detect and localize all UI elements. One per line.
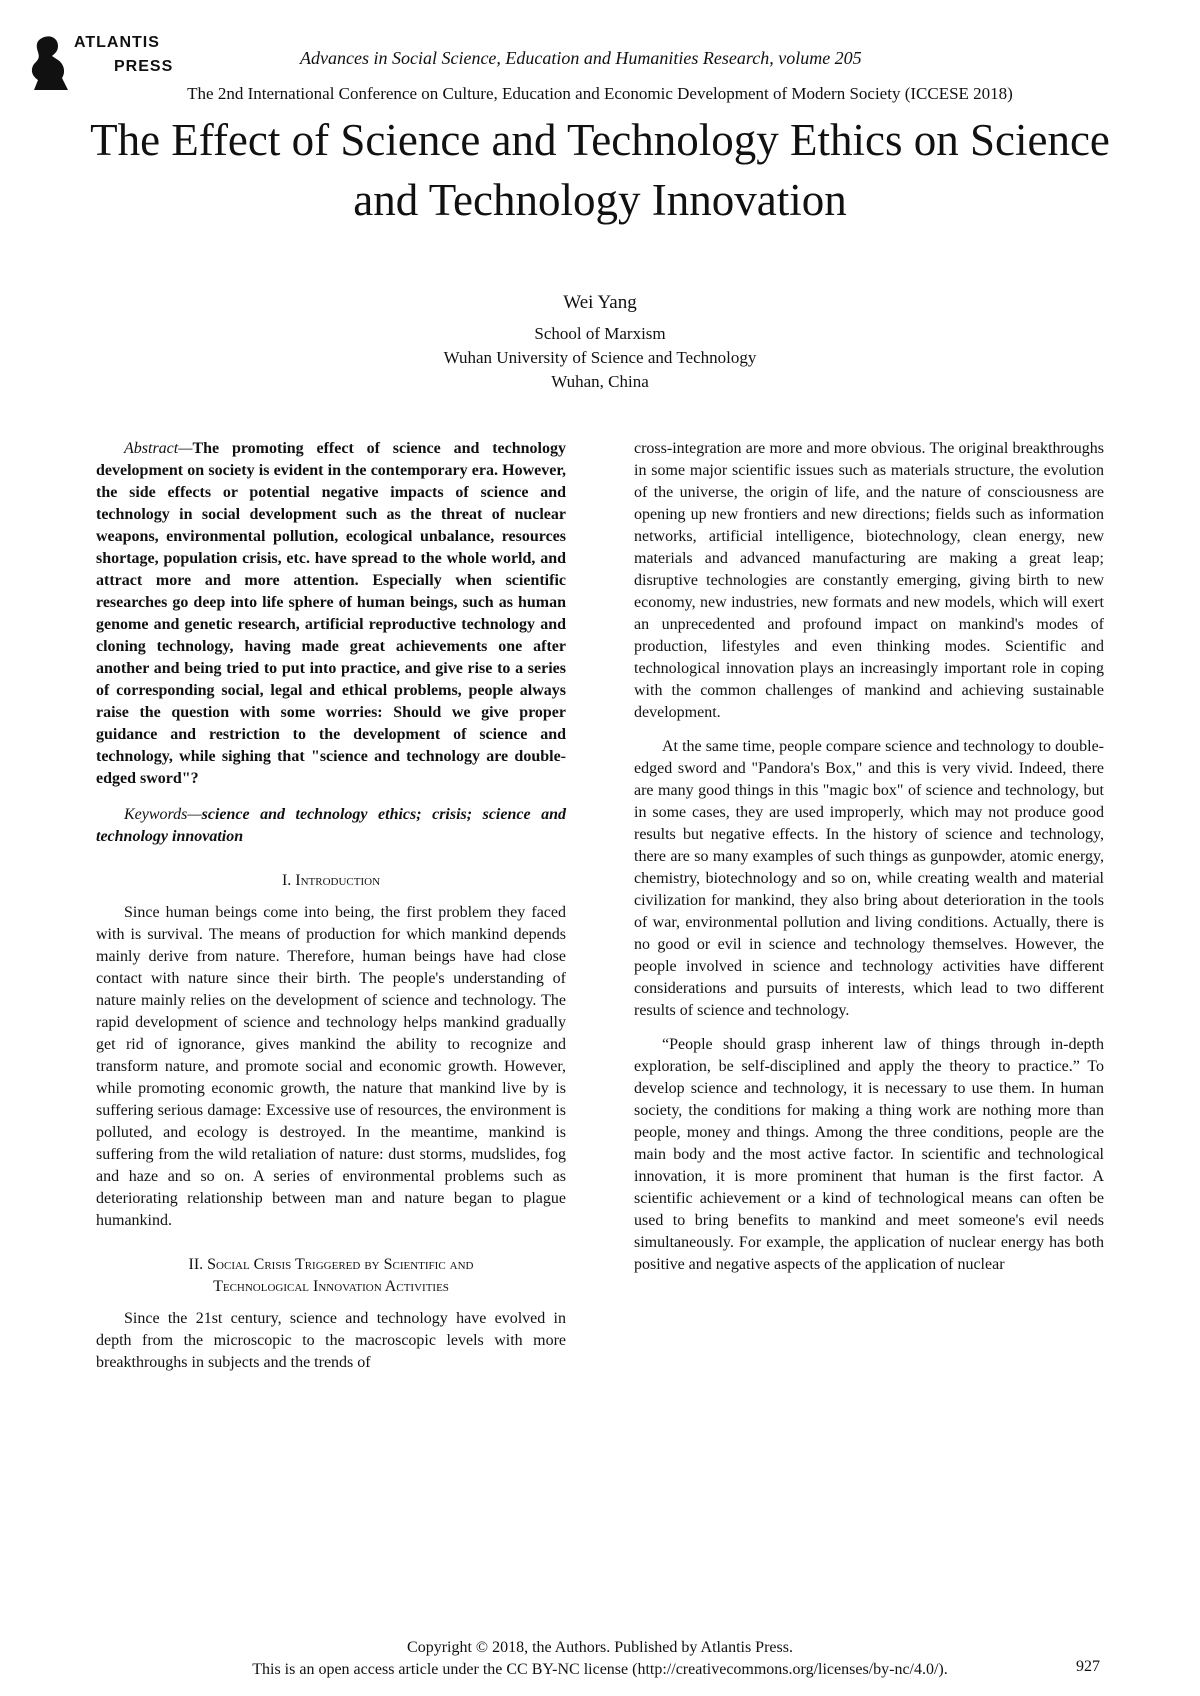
body-paragraph: “People should grasp inherent law of things through in-depth exploration, be self-disciplined and apply the theory to practice.” To develop science and technology, it is necessary to use them. In human society, the conditions for making a thing work are nothing more than people, money and things. Among the three conditions, people are the main body and the most active factor. In scientific and technological innovation, it is more prominent that human is the first factor. A scientific achievement or a kind of technological means can often be used to bring benefits to mankind and meet someone's evil needs simultaneously. For example, the application of nuclear energy has both positive and negative aspects of the application of nuclear: [634, 1036, 1104, 1273]
affiliation-line: School of Marxism: [534, 324, 666, 343]
affiliation-line: Wuhan University of Science and Technology: [443, 348, 757, 367]
body-paragraph: cross-integration are more and more obvious. The original breakthroughs in some major scientific issues such as materials structure, the evolution of the universe, the origin of life, and the nature of consciousness are opening up new frontiers and new directions; fields such as information networks, artificial intelligence, biotechnology, clean energy, new materials and advanced manufacturing are making a great leap; disruptive technologies are constantly emerging, giving birth to new economy, new industries, new formats and new models, which will exert an unprecedented and profound impact on mankind's modes of production, lifestyles and even thinking modes. Scientific and technological innovation plays an increasingly important role in coping with the common challenges of mankind and achieving sustainable development.: [634, 440, 1104, 721]
abstract-label: Abstract—: [124, 440, 193, 457]
left-column: [96, 438, 566, 1386]
author-name: Wei Yang: [563, 292, 637, 313]
license-notice: This is an open access article under the CC BY-NC license (http://creativecommons.org/licenses/by-nc/4.0/).: [252, 1661, 948, 1678]
paper-title: The Effect of Science and Technology Ethics on Science and Technology Innovation: [90, 115, 1110, 225]
keywords-text: science and technology ethics; crisis; science and technology innovation: [96, 806, 566, 845]
abstract-text: The promoting effect of science and technology development on society is evident in the contemporary era. However, the side effects or potential negative impacts of science and technology in social development such as the threat of nuclear weapons, environmental pollution, ecological unbalance, resources shortage, population crisis, etc. have spread to the whole world, and attract more and more attention. Especially when scientific researches go deep into life sphere of human beings, such as human genome and genetic research, artificial reproductive technology and cloning technology, having made great achievements one after another and being tried to put into practice, and give rise to a series of corresponding social, legal and ethical problems, people always raise the question with some worries: Should we give proper guidance and restriction to the development of science and technology, while sighing that "science and technology are double-edged sword"?: [96, 440, 566, 787]
keywords-label: Keywords—: [124, 806, 202, 823]
body-paragraph: Since the 21st century, science and technology have evolved in depth from the microscopic to the macroscopic levels with more breakthroughs in subjects and the trends of: [96, 1310, 566, 1371]
section-heading-social-crisis: [96, 1254, 566, 1298]
section-heading-introduction: I. Introduction: [281, 872, 381, 889]
page-footer: [0, 1637, 1200, 1681]
heading-line: Technological Innovation Activities: [213, 1278, 449, 1295]
body-paragraph: Since human beings come into being, the first problem they faced with is survival. The means of production for which mankind depends mainly derive from nature. Therefore, human beings have had close contact with nature since their birth. The people's understanding of nature mainly relies on the development of science and technology. The rapid development of science and technology helps mankind gradually get rid of ignorance, gives mankind the ability to recognize and transform nature, and promote social and economic growth. However, while promoting economic growth, the nature that mankind live by is suffering serious damage: Excessive use of resources, the environment is polluted, and ecology is destroyed. In the meantime, mankind is suffering from the wild retaliation of nature: dust storms, mudslides, fog and haze and so on. A series of environmental problems such as deteriorating relationship between man and nature began to plague humankind.: [96, 904, 566, 1229]
series-title: Advances in Social Science, Education and Humanities Research, volume 205: [300, 48, 862, 68]
right-column: [634, 438, 1104, 1288]
body-paragraph: At the same time, people compare science and technology to double-edged sword and "Pandora's Box," and this is very vivid. Indeed, there are many good things in this "magic box" of science and technology, but in some cases, they are used improperly, which may not produce good results but negative effects. In the history of science and technology, there are so many examples of such things as gunpowder, atomic energy, chemistry, biotechnology and so on, while creating wealth and material civilization for mankind, they also bring about deterioration in the tools of war, environmental pollution and living conditions. Actually, there is no good or evil in science and technology themselves. However, the people involved in science and technology activities have different considerations and pursuits of interests, which lead to two different results of science and technology.: [634, 738, 1104, 1019]
abstract: [96, 438, 566, 790]
author-affiliation: [0, 322, 1200, 394]
conference-title: The 2nd International Conference on Culture, Education and Economic Development of Modern Society (ICCESE 2018): [187, 84, 1013, 103]
heading-line: II. Social Crisis Triggered by Scientific and: [188, 1256, 474, 1273]
copyright-notice: Copyright © 2018, the Authors. Published by Atlantis Press.: [407, 1639, 793, 1656]
publisher-name-line2: PRESS: [114, 58, 174, 75]
page-number: 927: [1076, 1658, 1100, 1675]
keywords: [96, 804, 566, 848]
publisher-name-line1: ATLANTIS: [74, 34, 160, 51]
affiliation-line: Wuhan, China: [551, 372, 649, 391]
